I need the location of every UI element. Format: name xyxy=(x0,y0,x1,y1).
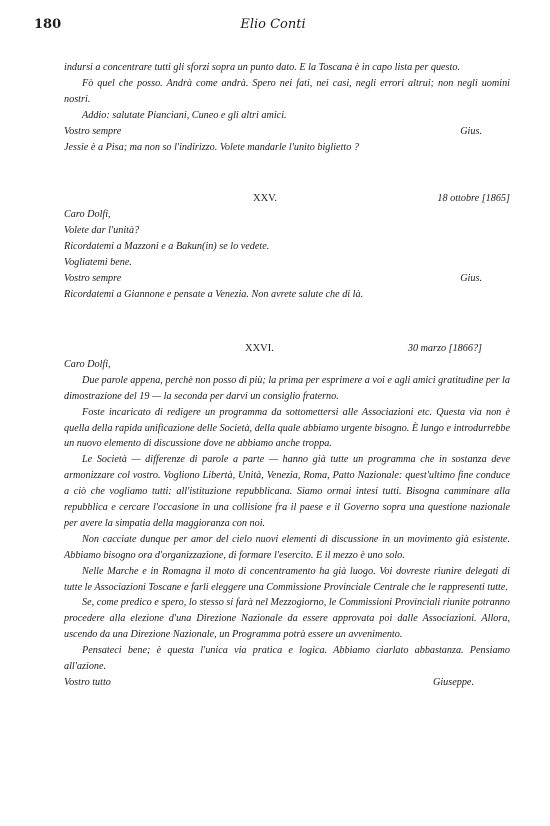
signature-closing: Vostro tutto xyxy=(64,677,111,688)
paragraph: Se, come predico e spero, lo stesso si farà nel Mezzogiorno, le Commissioni Provinciali riunite potranno procedere alla elezione d'una Direzione Nazionale da essere approvata poi dalle Associazioni. Allora, uscendo da una Direzione Nazionale, un Programma potrà essere un avvenimento. xyxy=(64,597,510,641)
salutation: Caro Dolfi, xyxy=(64,209,111,221)
page-number: 180 xyxy=(34,17,62,32)
postscript: Ricordatemi a Giannone e pensate a Venezia. Non avrete salute che di là. xyxy=(64,288,364,300)
page-header xyxy=(34,17,512,35)
paragraph: Due parole appena, perchè non posso di più; la prima per esprimere a voi e agli amici gratitudine per la dimostrazione del 19 — la seconda per darvi un consiglio fraterno. xyxy=(64,374,510,402)
signature-line xyxy=(64,675,510,691)
signature-name: Giuseppe. xyxy=(432,677,474,688)
page-body xyxy=(64,60,510,691)
postscript: Jessie è a Pisa; ma non so l'indirizzo. Volete mandarle l'unito biglietto ? xyxy=(64,141,359,153)
paragraph: Non cacciate dunque per amor del cielo nuovi elementi di discussione in un movimento già esistente. Abbiamo bisogno ora d'organizzazione, di formare l'esercito. E il mezzo è uno solo. xyxy=(64,533,510,561)
letter-heading-xxvi xyxy=(64,341,510,357)
paragraph: Pensateci bene; è questa l'unica via pratica e logica. Abbiamo ciarlato abbastanza. Pensiamo all'azione. xyxy=(64,645,510,673)
paragraph: Addio: salutate Pianciani, Cuneo e gli altri amici. xyxy=(82,109,287,121)
signature-closing: Vostro sempre xyxy=(64,125,122,137)
letter-line: Ricordatemi a Mazzoni e a Bakun(in) se lo vedete. xyxy=(64,241,270,253)
salutation: Caro Dolfi, xyxy=(64,358,111,370)
paragraph: Nelle Marche e in Romagna il moto di concentramento ha già luogo. Voi dovreste riunire delegati di tutte le Associazioni Toscane e farli eleggere una Commissione Provinciale Centrale che le rappresenti tutte. xyxy=(64,565,510,593)
letter-heading-xxv xyxy=(64,191,510,207)
letter-number: XXVI. xyxy=(245,342,274,354)
paragraph: Fò quel che posso. Andrà come andrà. Spero nei fati, nei casi, negli errori altrui; non negli uomini nostri. xyxy=(64,77,510,105)
letter-line: Vogliatemi bene. xyxy=(64,257,132,269)
letter-line: Volete dar l'unità? xyxy=(64,225,140,237)
signature-closing: Vostro sempre xyxy=(64,273,122,285)
letter-date: 18 ottobre [1865] xyxy=(437,193,510,205)
signature-name: Gius. xyxy=(460,273,482,285)
signature-line xyxy=(64,271,510,287)
continuation-paragraph: indursi a concentrare tutti gli sforzi sopra un punto dato. E la Toscana è in capo lista per questo. xyxy=(64,62,460,73)
paragraph: Le Società — differenze di parole a parte — hanno già tutte un programma che in sostanza deve armonizzare col vostro. Vogliono Libertà, Unità, Venezia, Roma, Patto Nazionale: quest'ultimo fine conduce a ciò che vogliamo tutti: all'istituzione repubblicana. Siamo ormai intesi tutti. Bisogna camminare alla repubblica e cercare l'occasione in una collisione fra il paese e il Governo sopra una questione nazionale per avere la simpatia della maggioranza con noi. xyxy=(64,454,510,529)
letter-date: 30 marzo [1866?] xyxy=(407,342,482,354)
paragraph: Foste incaricato di redigere un programma da sottomettersi alle Associazioni etc. Questa via non è quella della rapida unificazione delle Società, della quale abbiamo urgente bisogno. È lungo e introdurrebbe un nuovo elemento di discussione dove ne abbiamo anche troppa. xyxy=(64,406,510,450)
letter-number: XXV. xyxy=(253,193,278,205)
signature-name: Gius. xyxy=(460,125,482,137)
running-title: Elio Conti xyxy=(240,17,306,32)
signature-line xyxy=(64,124,510,140)
